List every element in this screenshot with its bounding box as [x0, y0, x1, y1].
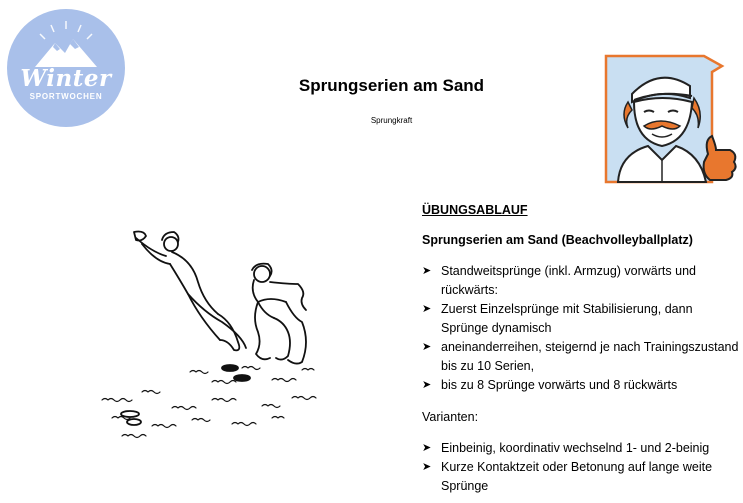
variants-label: Varianten:: [422, 410, 479, 424]
arrowhead-bullet-icon: ➤: [422, 379, 432, 391]
variants-list: [422, 439, 740, 496]
winter-sportwochen-logo: [7, 9, 125, 127]
arrowhead-bullet-icon: ➤: [422, 265, 432, 277]
arrowhead-bullet-icon: ➤: [422, 461, 432, 473]
list-item: ➤ Standweitsprünge (inkl. Armzug) vorwärts und rückwärts:: [422, 264, 696, 297]
arrowhead-bullet-icon: ➤: [422, 341, 432, 353]
jumping-figure-1: [134, 232, 246, 351]
sand-texture: [102, 367, 316, 438]
arrowhead-bullet-icon: ➤: [422, 303, 432, 315]
mascot-thumbs-up-icon: [604, 54, 741, 185]
page-title: Sprungserien am Sand: [298, 76, 485, 95]
sand-jump-illustration: [92, 222, 410, 450]
exercise-steps-list: [422, 262, 740, 395]
list-item: ➤ Kurze Kontaktzeit oder Betonung auf lange weite Sprünge: [422, 460, 713, 493]
list-item: ➤ Einbeinig, koordinativ wechselnd 1- und 2-beinig: [422, 439, 740, 458]
list-item: ➤ aneinanderreihen, steigernd je nach Trainingszustand bis zu 10 Serien,: [422, 340, 739, 373]
arrowhead-bullet-icon: ➤: [422, 442, 432, 454]
list-item: ➤ Zuerst Einzelsprünge mit Stabilisierung, dann Sprünge dynamisch: [422, 302, 693, 335]
list-item: ➤ bis zu 8 Sprünge vorwärts und 8 rückwärts: [422, 376, 740, 395]
logo-subtitle: SPORTWOCHEN: [29, 92, 103, 101]
logo-wordmark: Winter: [20, 65, 112, 92]
exercise-subheading: Sprungserien am Sand (Beachvolleyballplatz): [422, 233, 693, 247]
page-subtitle: Sprungkraft: [370, 116, 413, 125]
section-heading: ÜBUNGSABLAUF: [422, 203, 528, 217]
jumping-figure-2: [252, 264, 306, 364]
